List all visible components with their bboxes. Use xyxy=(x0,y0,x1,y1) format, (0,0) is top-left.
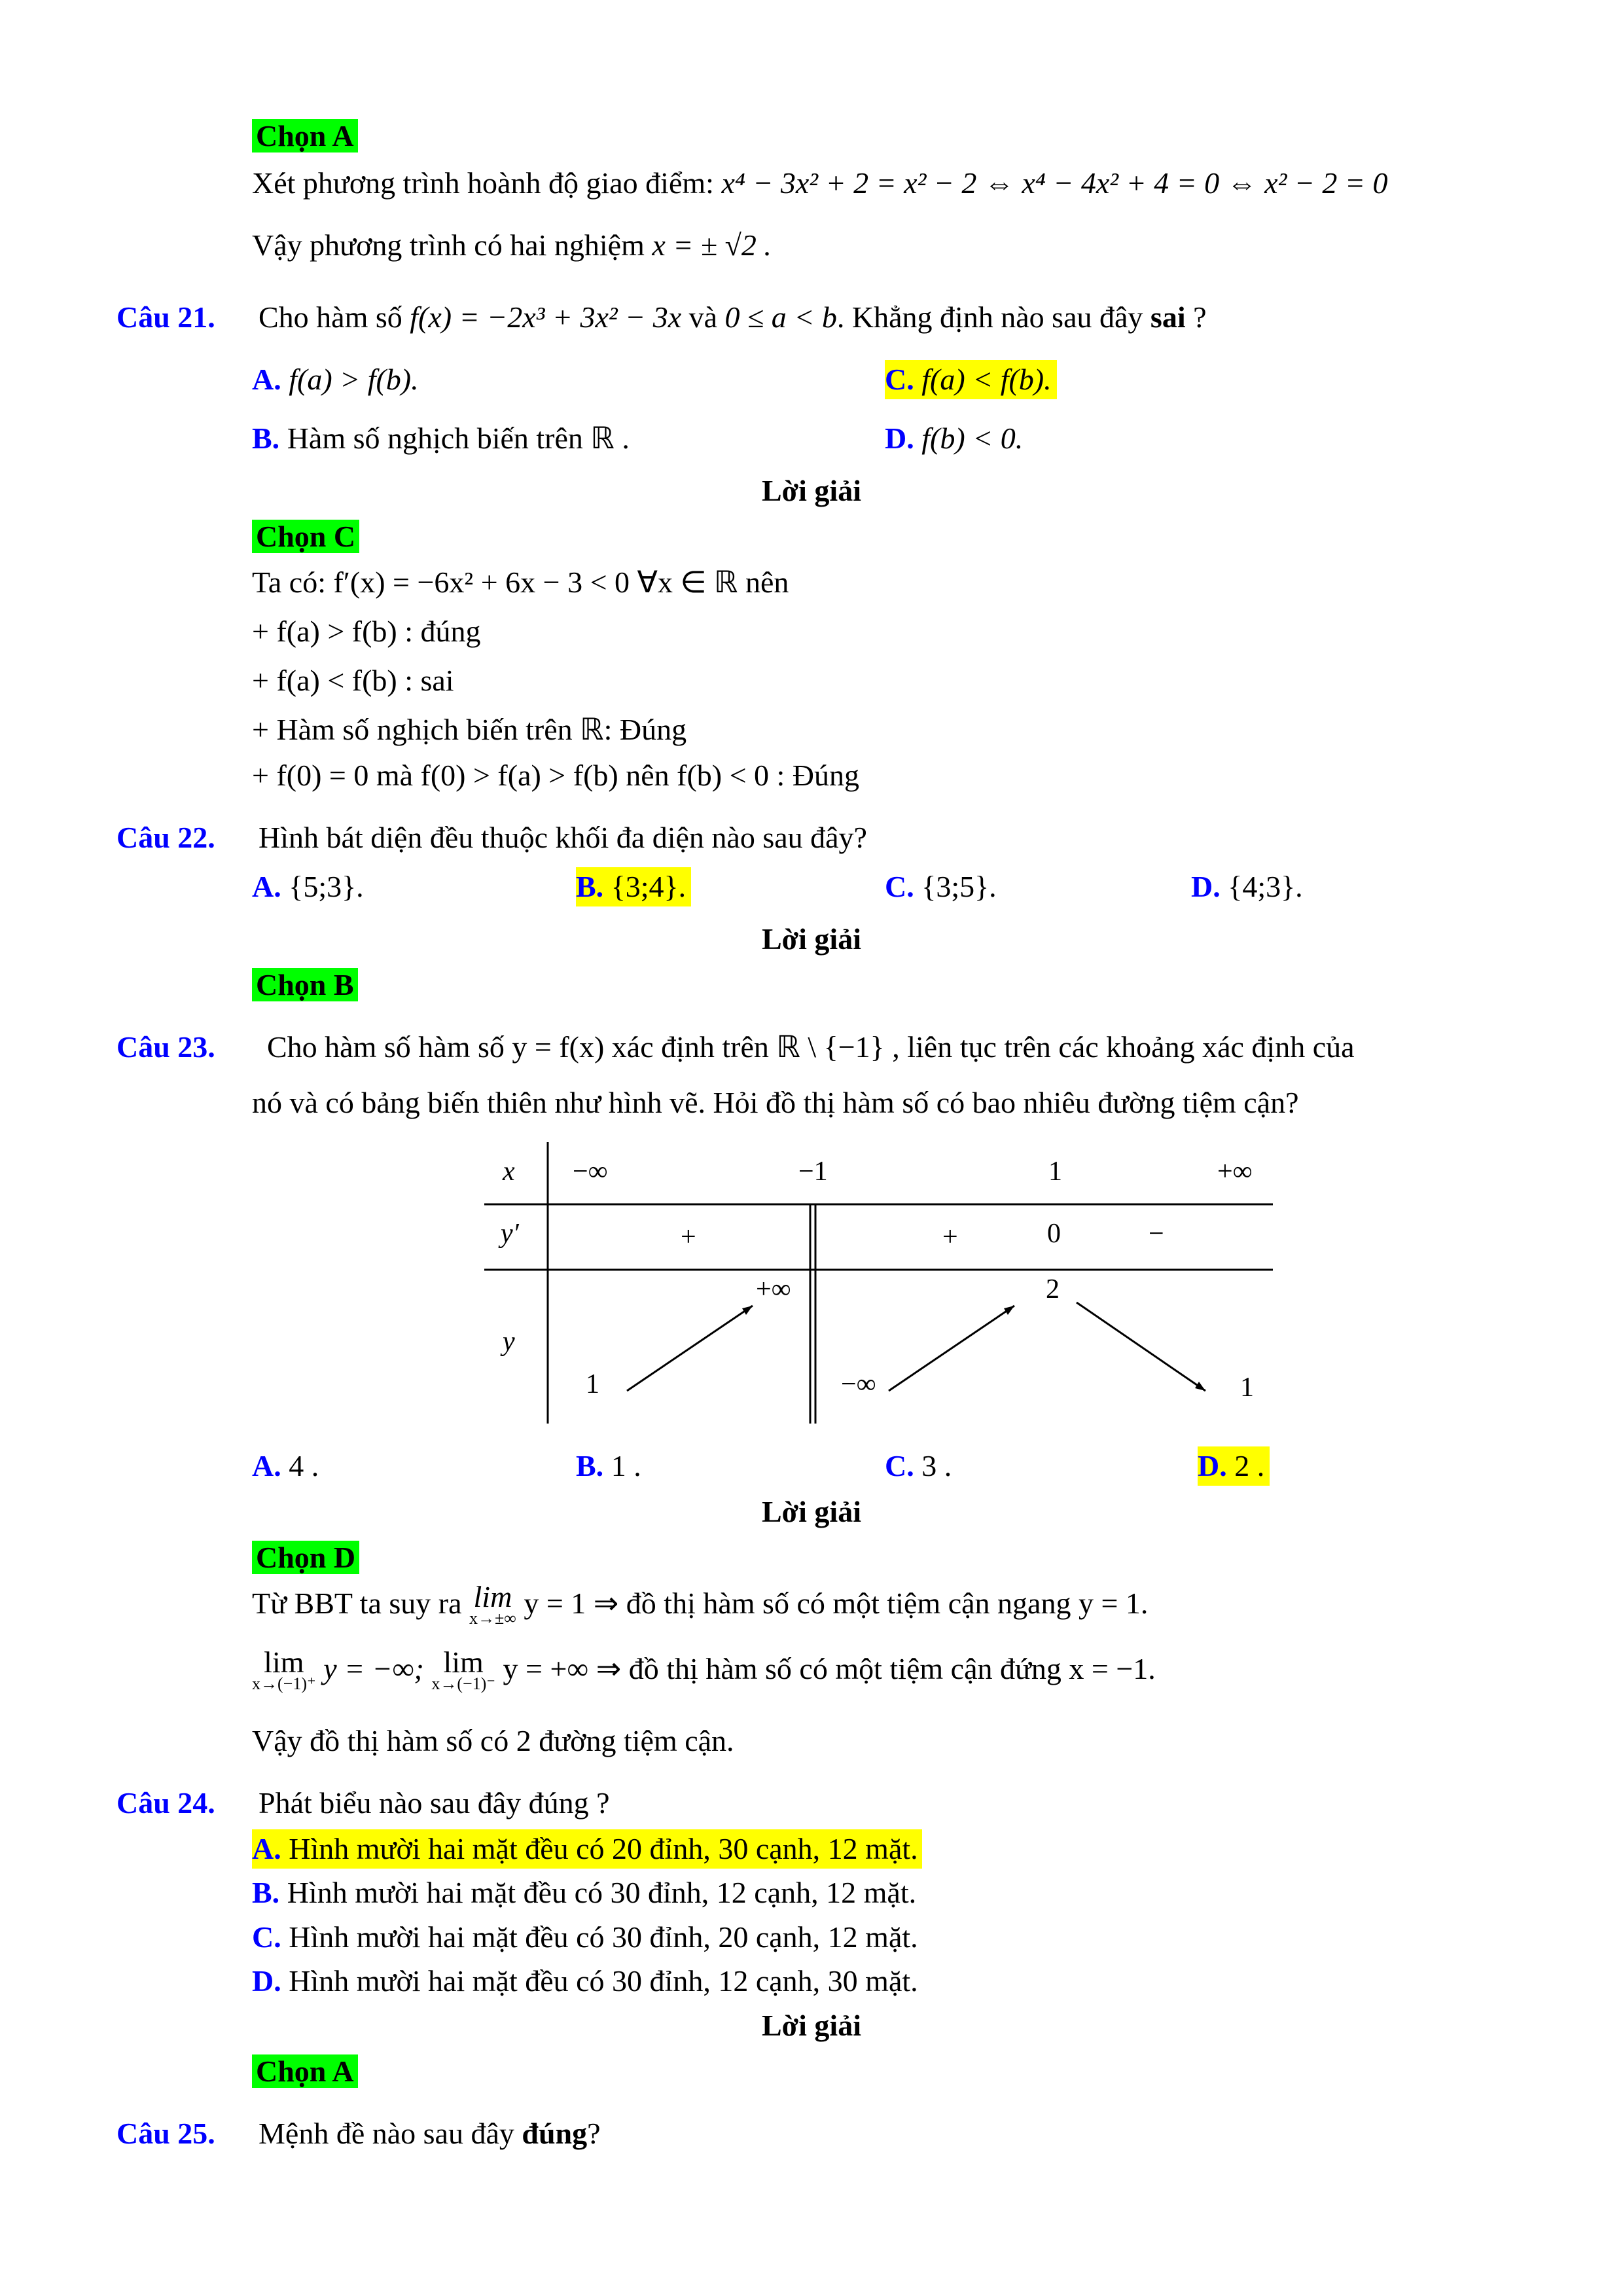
table-y-label: y xyxy=(503,1327,515,1357)
q24-stem: Phát biểu nào sau đây đúng ? xyxy=(259,1786,610,1820)
table-yp-label: y′ xyxy=(501,1219,519,1249)
q23-option-c: C. 3 . xyxy=(885,1449,952,1482)
q23-chon: Chọn D xyxy=(252,1538,359,1577)
q21-option-c: C. f(a) < f(b). xyxy=(885,360,1057,399)
q20-line1: Xét phương trình hoành độ giao điểm: x⁴ − 3x² + 2 = x² − 2 ⇔ x⁴ − 4x² + 4 = 0 ⇔ x² − 2 = 0 xyxy=(252,166,1388,200)
q22-label: Câu 22. xyxy=(116,821,215,854)
table-x-val-1: −∞ xyxy=(573,1157,608,1187)
q24-option-d: D. Hình mười hai mặt đều có 30 đỉnh, 12 cạnh, 30 mặt. xyxy=(252,1964,918,1998)
q21-option-b: B. Hàm số nghịch biến trên ℝ . xyxy=(252,422,630,455)
q21-option-d: D. f(b) < 0. xyxy=(885,422,1024,455)
q22-chon: Chọn B xyxy=(252,965,358,1005)
q21-option-a: A. f(a) > f(b). xyxy=(252,363,419,396)
q23-label: Câu 23. xyxy=(116,1030,215,1064)
table-x-val-2: −1 xyxy=(798,1157,828,1187)
q21-chon: Chọn C xyxy=(252,517,359,556)
q24-option-a: A. Hình mười hai mặt đều có 20 đỉnh, 30 cạnh, 12 mặt. xyxy=(252,1829,922,1869)
q25-label: Câu 25. xyxy=(116,2117,215,2150)
table-y-val-1: 1 xyxy=(586,1369,599,1399)
q21-label: Câu 21. xyxy=(116,300,215,334)
arrow-up-2 xyxy=(889,1306,1014,1391)
q22-loigiai: Lời giải xyxy=(762,922,861,956)
q22-option-c: C. {3;5}. xyxy=(885,870,997,903)
q25-stem: Mệnh đề nào sau đây đúng? xyxy=(259,2117,601,2150)
q21-loigiai: Lời giải xyxy=(762,474,861,507)
arrow-up-1 xyxy=(627,1306,753,1391)
table-x-label: x xyxy=(503,1157,515,1187)
q24-loigiai: Lời giải xyxy=(762,2009,861,2042)
table-y-val-4: 2 xyxy=(1046,1274,1060,1304)
q23-sol1: Từ BBT ta suy ra lim x→±∞ y = 1 ⇒ đồ thị hàm số có một tiệm cận ngang y = 1. xyxy=(252,1580,1149,1628)
table-y-val-3: −∞ xyxy=(841,1369,876,1399)
q21-sol2: + f(a) > f(b) : đúng xyxy=(252,615,481,648)
table-yp-sign-3: 0 xyxy=(1047,1219,1061,1249)
q23-option-b: B. 1 . xyxy=(576,1449,641,1482)
table-x-val-3: 1 xyxy=(1048,1157,1062,1187)
arrow-down xyxy=(1077,1302,1205,1391)
table-yp-sign-2: + xyxy=(942,1222,958,1252)
q22-option-d: D. {4;3}. xyxy=(1191,870,1303,903)
q23-option-a: A. 4 . xyxy=(252,1449,319,1482)
q20-chon: Chọn A xyxy=(252,117,358,156)
q23-sol2: lim x→(−1)⁺ y = −∞; lim x→(−1)⁻ y = +∞ ⇒ đồ thị hàm số có một tiệm cận đứng x = −1. xyxy=(252,1645,1156,1693)
q21-sol3: + f(a) < f(b) : sai xyxy=(252,664,454,697)
table-x-val-4: +∞ xyxy=(1217,1157,1253,1187)
q24-label: Câu 24. xyxy=(116,1786,215,1820)
q22-option-b: B. {3;4}. xyxy=(576,867,691,906)
table-y-val-5: 1 xyxy=(1240,1372,1254,1403)
q21-stem: Cho hàm số f(x) = −2x³ + 3x² − 3x và 0 ≤ a < b. Khẳng định nào sau đây sai ? xyxy=(259,300,1207,334)
variation-table xyxy=(484,1142,1273,1424)
q23-stem-line1: Cho hàm số hàm số y = f(x) xác định trên ℝ \ {−1} , liên tục trên các khoảng xác định của xyxy=(267,1030,1355,1064)
q23-option-d: D. 2 . xyxy=(1198,1446,1270,1486)
q21-sol1: Ta có: f′(x) = −6x² + 6x − 3 < 0 ∀x ∈ ℝ nên xyxy=(252,565,789,599)
q21-sol5: + f(0) = 0 mà f(0) > f(a) > f(b) nên f(b) < 0 : Đúng xyxy=(252,759,860,792)
q24-option-c: C. Hình mười hai mặt đều có 30 đỉnh, 20 cạnh, 12 mặt. xyxy=(252,1920,918,1954)
table-y-val-2: +∞ xyxy=(756,1274,791,1304)
q24-option-b: B. Hình mười hai mặt đều có 30 đỉnh, 12 cạnh, 12 mặt. xyxy=(252,1876,917,1909)
table-yp-sign-4: − xyxy=(1149,1219,1164,1249)
q22-stem: Hình bát diện đều thuộc khối đa diện nào sau đây? xyxy=(259,821,867,854)
table-yp-sign-1: + xyxy=(681,1222,696,1252)
q23-sol3: Vậy đồ thị hàm số có 2 đường tiệm cận. xyxy=(252,1724,734,1757)
q23-loigiai: Lời giải xyxy=(762,1495,861,1528)
q23-stem-line2: nó và có bảng biến thiên như hình vẽ. Hỏi đồ thị hàm số có bao nhiêu đường tiệm cận? xyxy=(252,1086,1299,1119)
q21-sol4: + Hàm số nghịch biến trên ℝ: Đúng xyxy=(252,713,687,746)
q24-chon: Chọn A xyxy=(252,2052,358,2091)
q20-line2: Vậy phương trình có hai nghiệm x = ± √2 . xyxy=(252,228,772,262)
q22-option-a: A. {5;3}. xyxy=(252,870,364,903)
